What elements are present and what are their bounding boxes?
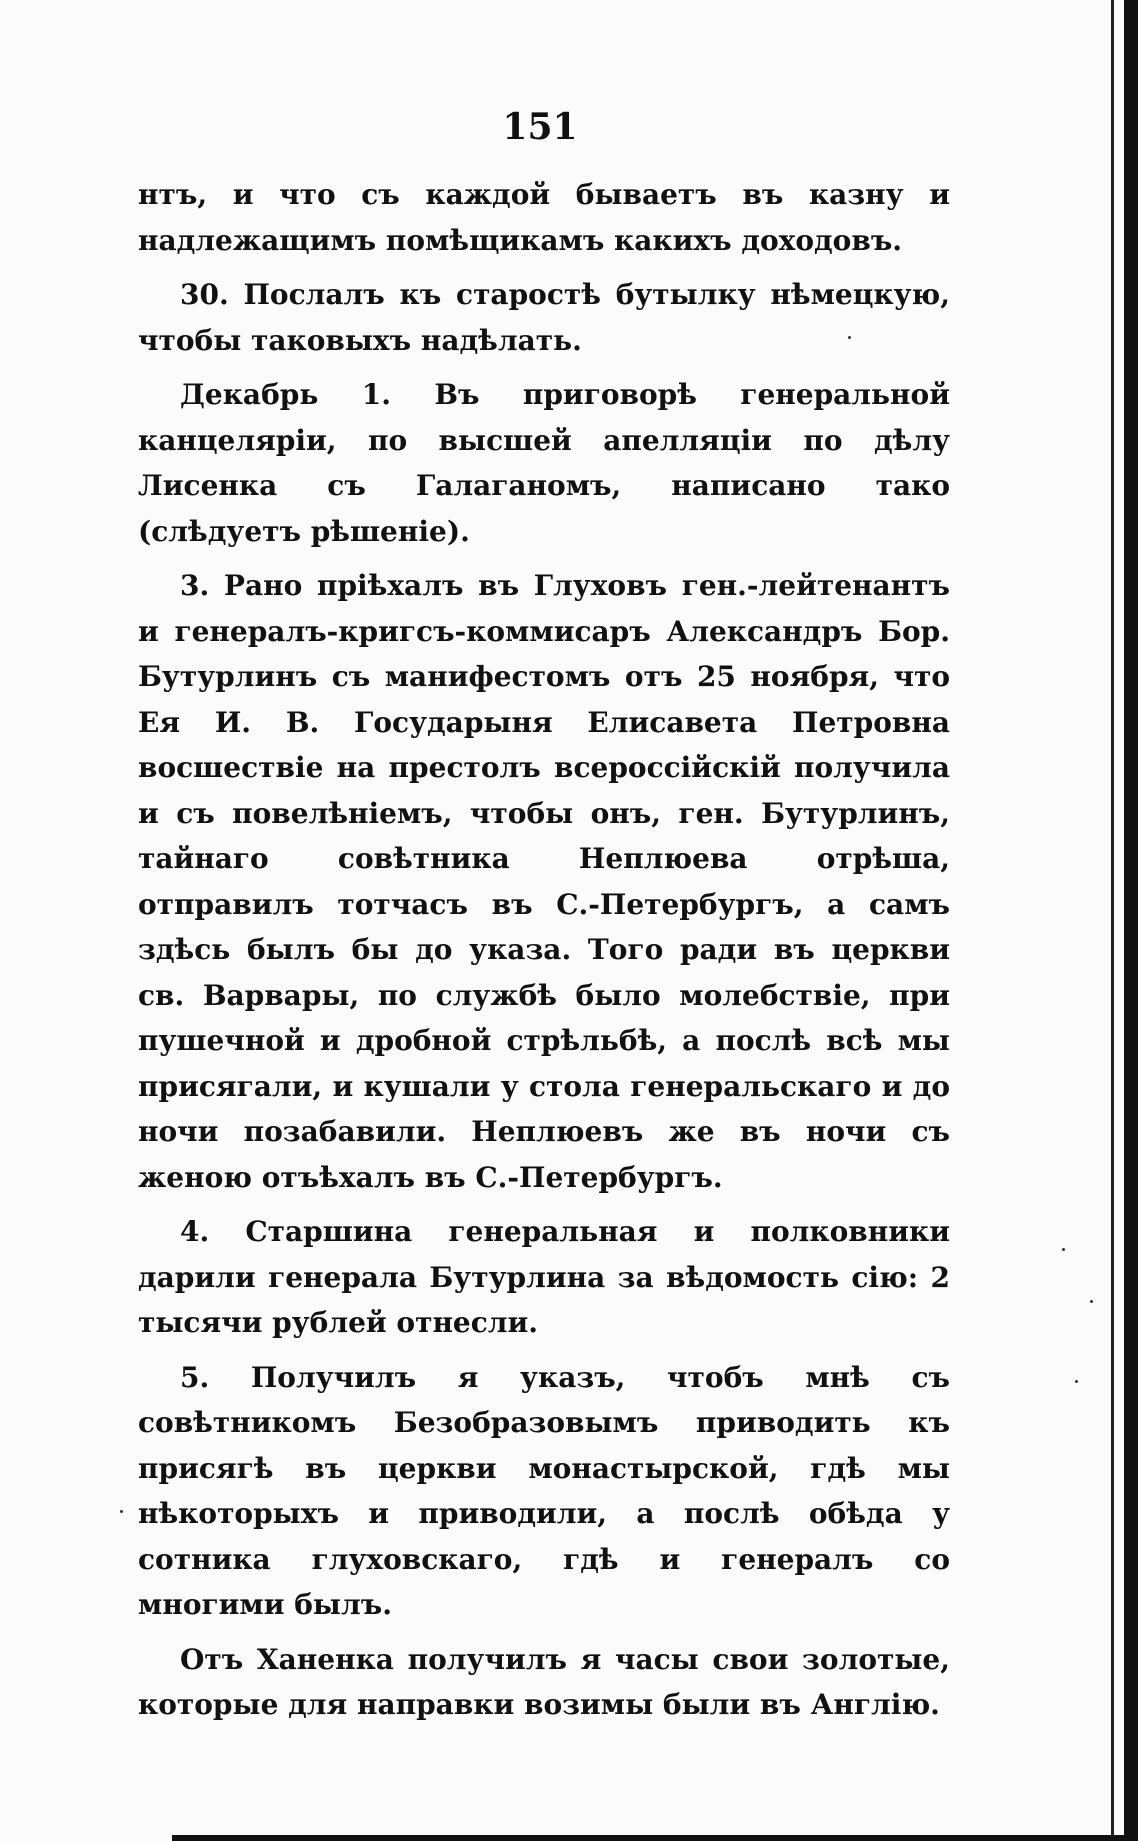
page-text <box>138 172 950 1737</box>
print-speck <box>1075 1380 1078 1383</box>
paragraph-continuation: нтъ, и что съ каждой бываетъ въ казну и надлежащимъ помѣщикамъ какихъ доходовъ. <box>138 178 950 257</box>
paragraph-entry-4: 4. Старшина генеральная и полковники дарили генерала Бутурлина за вѣдомость сію: 2 тысячи рублей отнесли. <box>138 1215 950 1339</box>
page-edge-right <box>1124 0 1138 1841</box>
paragraph-entry-3: 3. Рано пріѣхалъ въ Глуховъ ген.-лейтенантъ и генералъ-кригсъ-коммисаръ Александръ Бор. Бутурлинъ съ манифестомъ отъ 25 ноября, что Ея И. В. Государыня Елисавета Петровна восшествіе на престолъ всероссійскій получила и съ повелѣніемъ, чтобы онъ, ген. Бутурлинъ, тайнаго совѣтника Неплюева отрѣша, отправилъ тотчасъ въ С.-Петербургъ, а самъ здѣсь былъ бы до указа. Того ради въ церкви св. Варвары, по службѣ было молебствіе, при пушечной и дробной стрѣльбѣ, а послѣ всѣ мы присягали, и кушали у стола генеральскаго и до ночи позабавили. Неплюевъ же въ ночи съ женою отъѣхалъ въ С.-Петербургъ. <box>138 569 950 1194</box>
print-speck <box>1090 1300 1093 1303</box>
page-edge-bottom <box>172 1835 1138 1841</box>
print-speck <box>1062 1248 1065 1251</box>
page-number: 151 <box>502 106 578 148</box>
paragraph-entry-khanenko: Отъ Ханенка получилъ я часы свои золотые, которые для направки возимы были въ Англію. <box>138 1642 950 1721</box>
page-edge-line <box>1111 0 1114 1841</box>
paragraph-entry-december-1: Декабрь 1. Въ приговорѣ генеральной канцеляріи, по высшей апелляціи по дѣлу Лисенка съ Галаганомъ, написано тако (слѣдуетъ рѣшеніе). <box>138 378 950 548</box>
print-speck <box>848 336 851 339</box>
paragraph-entry-30: 30. Послалъ къ старостѣ бутылку нѣмецкую, чтобы таковыхъ надѣлать. <box>138 278 950 357</box>
print-speck <box>120 1510 123 1513</box>
paragraph-entry-5: 5. Получилъ я указъ, чтобъ мнѣ съ совѣтникомъ Безобразовымъ приводить къ присягѣ въ церкви монастырской, гдѣ мы нѣкоторыхъ и приводили, а послѣ обѣда у сотника глуховскаго, гдѣ и генералъ со многими былъ. <box>138 1360 950 1621</box>
